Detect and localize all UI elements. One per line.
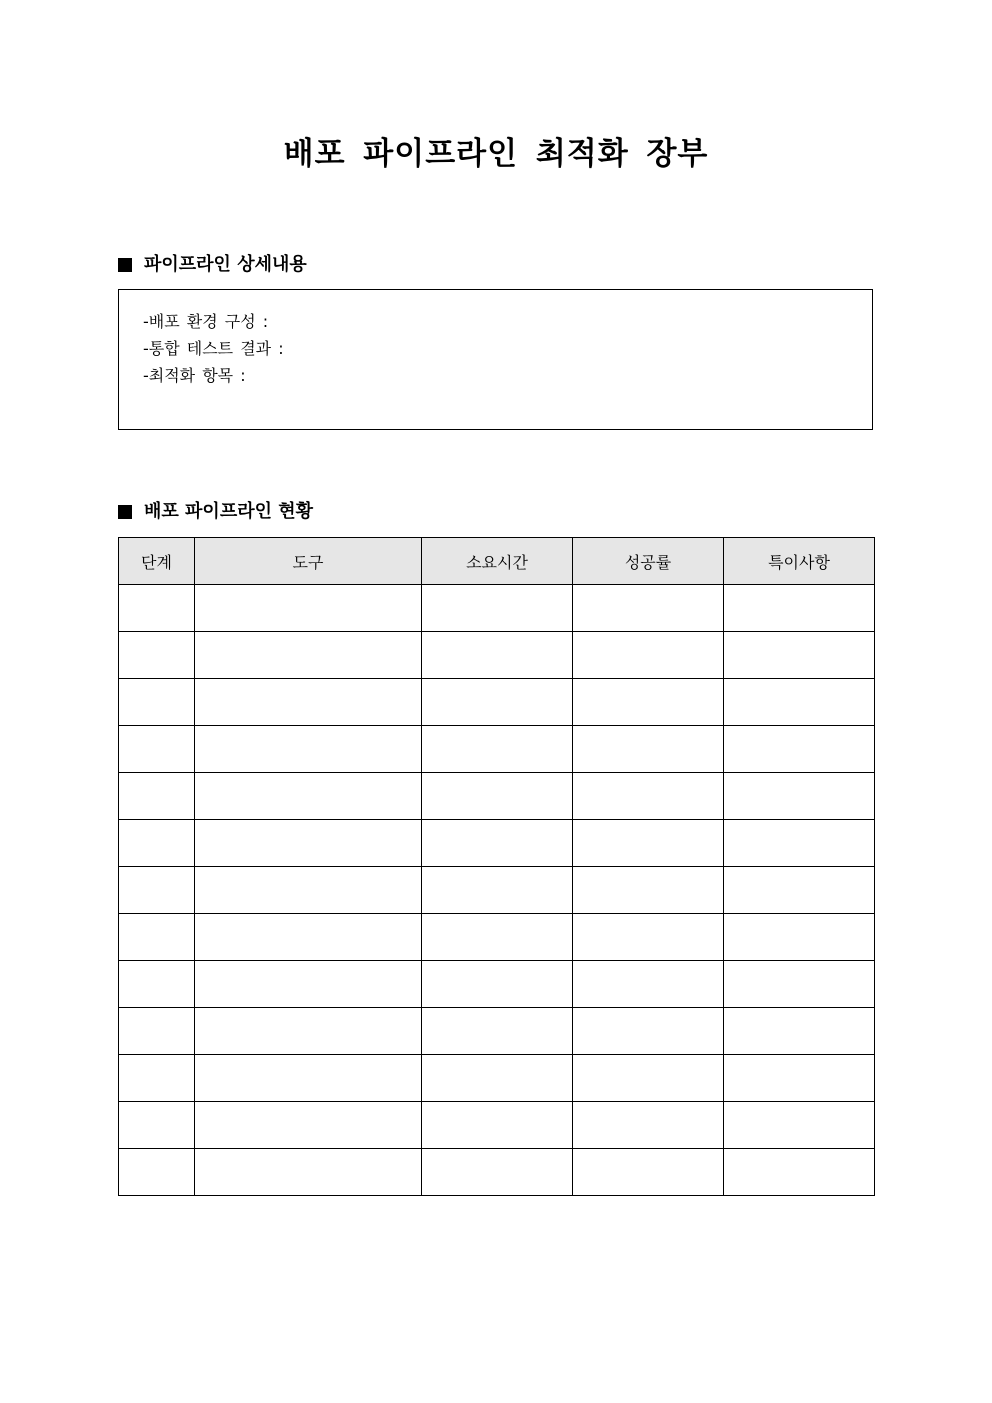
- cell-tool[interactable]: [195, 867, 422, 914]
- column-header-success-rate: 성공률: [573, 538, 724, 585]
- cell-stage[interactable]: [119, 585, 195, 632]
- section-heading-details: [118, 253, 307, 277]
- cell-success-rate[interactable]: [573, 914, 724, 961]
- cell-tool[interactable]: [195, 1008, 422, 1055]
- cell-tool[interactable]: [195, 726, 422, 773]
- cell-duration[interactable]: [422, 1055, 573, 1102]
- cell-duration[interactable]: [422, 773, 573, 820]
- cell-stage[interactable]: [119, 679, 195, 726]
- cell-notes[interactable]: [724, 914, 875, 961]
- cell-notes[interactable]: [724, 632, 875, 679]
- table-row: [119, 1055, 875, 1102]
- column-header-tool: 도구: [195, 538, 422, 585]
- cell-notes[interactable]: [724, 1149, 875, 1196]
- cell-stage[interactable]: [119, 1149, 195, 1196]
- cell-stage[interactable]: [119, 1102, 195, 1149]
- cell-notes[interactable]: [724, 1008, 875, 1055]
- table-row: [119, 632, 875, 679]
- cell-tool[interactable]: [195, 820, 422, 867]
- cell-success-rate[interactable]: [573, 1149, 724, 1196]
- cell-success-rate[interactable]: [573, 585, 724, 632]
- cell-duration[interactable]: [422, 726, 573, 773]
- table-row: [119, 585, 875, 632]
- cell-notes[interactable]: [724, 1102, 875, 1149]
- table-row: [119, 1102, 875, 1149]
- cell-tool[interactable]: [195, 773, 422, 820]
- details-line-optimization: -최적화 항목 :: [143, 366, 246, 385]
- square-bullet-icon: [118, 505, 132, 519]
- cell-success-rate[interactable]: [573, 1102, 724, 1149]
- cell-success-rate[interactable]: [573, 1055, 724, 1102]
- cell-duration[interactable]: [422, 1149, 573, 1196]
- cell-duration[interactable]: [422, 1102, 573, 1149]
- table-row: [119, 726, 875, 773]
- table-row: [119, 867, 875, 914]
- cell-stage[interactable]: [119, 961, 195, 1008]
- pipeline-status-table: [118, 537, 875, 1196]
- table-row: [119, 1149, 875, 1196]
- page-title: 배포 파이프라인 최적화 장부: [283, 136, 709, 172]
- section-heading-status-label: 배포 파이프라인 현황: [144, 501, 314, 522]
- cell-notes[interactable]: [724, 820, 875, 867]
- column-header-stage: 단계: [119, 538, 195, 585]
- cell-duration[interactable]: [422, 820, 573, 867]
- details-line-environment: -배포 환경 구성 :: [143, 312, 269, 331]
- cell-stage[interactable]: [119, 867, 195, 914]
- cell-stage[interactable]: [119, 1055, 195, 1102]
- cell-duration[interactable]: [422, 679, 573, 726]
- cell-success-rate[interactable]: [573, 961, 724, 1008]
- table-row: [119, 773, 875, 820]
- table-row: [119, 914, 875, 961]
- cell-tool[interactable]: [195, 1149, 422, 1196]
- table-row: [119, 961, 875, 1008]
- cell-tool[interactable]: [195, 632, 422, 679]
- column-header-notes: 특이사항: [724, 538, 875, 585]
- cell-notes[interactable]: [724, 773, 875, 820]
- cell-notes[interactable]: [724, 679, 875, 726]
- cell-success-rate[interactable]: [573, 632, 724, 679]
- cell-stage[interactable]: [119, 726, 195, 773]
- details-box: [118, 289, 873, 430]
- cell-duration[interactable]: [422, 914, 573, 961]
- cell-tool[interactable]: [195, 961, 422, 1008]
- square-bullet-icon: [118, 258, 132, 272]
- cell-duration[interactable]: [422, 1008, 573, 1055]
- section-heading-details-label: 파이프라인 상세내용: [144, 254, 307, 275]
- cell-success-rate[interactable]: [573, 867, 724, 914]
- section-heading-status: [118, 500, 313, 524]
- table-body: [119, 585, 875, 1196]
- cell-tool[interactable]: [195, 1055, 422, 1102]
- cell-success-rate[interactable]: [573, 679, 724, 726]
- column-header-duration: 소요시간: [422, 538, 573, 585]
- cell-tool[interactable]: [195, 1102, 422, 1149]
- cell-success-rate[interactable]: [573, 773, 724, 820]
- table-row: [119, 1008, 875, 1055]
- cell-tool[interactable]: [195, 585, 422, 632]
- details-line-test-result: -통합 테스트 결과 :: [143, 339, 284, 358]
- table-header-row: [119, 538, 875, 585]
- cell-notes[interactable]: [724, 1055, 875, 1102]
- cell-notes[interactable]: [724, 585, 875, 632]
- cell-success-rate[interactable]: [573, 726, 724, 773]
- table-row: [119, 820, 875, 867]
- cell-duration[interactable]: [422, 867, 573, 914]
- cell-success-rate[interactable]: [573, 1008, 724, 1055]
- cell-notes[interactable]: [724, 726, 875, 773]
- cell-duration[interactable]: [422, 632, 573, 679]
- cell-stage[interactable]: [119, 773, 195, 820]
- cell-stage[interactable]: [119, 914, 195, 961]
- cell-tool[interactable]: [195, 679, 422, 726]
- cell-duration[interactable]: [422, 961, 573, 1008]
- table-row: [119, 679, 875, 726]
- cell-duration[interactable]: [422, 585, 573, 632]
- cell-success-rate[interactable]: [573, 820, 724, 867]
- cell-notes[interactable]: [724, 961, 875, 1008]
- cell-tool[interactable]: [195, 914, 422, 961]
- cell-stage[interactable]: [119, 820, 195, 867]
- cell-stage[interactable]: [119, 1008, 195, 1055]
- cell-notes[interactable]: [724, 867, 875, 914]
- cell-stage[interactable]: [119, 632, 195, 679]
